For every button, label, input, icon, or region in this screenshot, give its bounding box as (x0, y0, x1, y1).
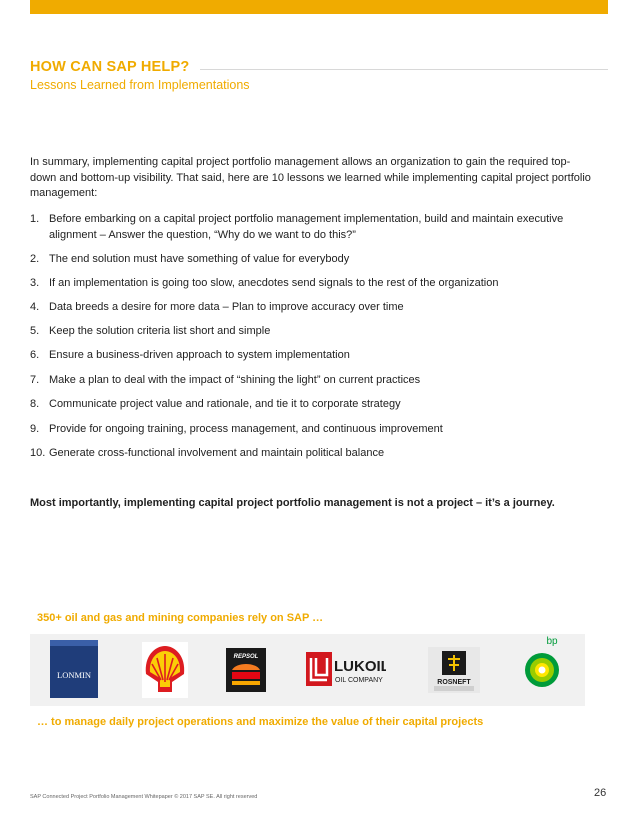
page-number: 26 (594, 787, 607, 799)
list-item (30, 397, 595, 413)
lukoil-logo (306, 652, 386, 686)
top-accent-bar (30, 0, 608, 14)
page-subtitle: Lessons Learned from Implementations (30, 78, 250, 92)
list-item-text: If an implementation is going too slow, anecdotes send signals to the rest of the organization (49, 277, 499, 289)
list-item-number: 5. (30, 325, 40, 337)
lonmin-logo (50, 640, 98, 698)
list-item-number: 10. (30, 447, 46, 459)
list-item-number: 1. (30, 213, 40, 225)
rosneft-wordmark: ROSNEFT (437, 679, 471, 686)
list-item (30, 373, 595, 389)
title-divider (200, 69, 608, 70)
list-item-number: 6. (30, 349, 40, 361)
list-item-text: Generate cross-functional involvement and maintain political balance (49, 447, 385, 459)
list-item-text: Before embarking on a capital project portfolio management implementation, build and maintain executive alignment – Answer the question, “Why do we want to do this?” (49, 213, 564, 241)
list-item (30, 324, 595, 340)
list-item (30, 300, 595, 316)
lonmin-wordmark: LONMIN (57, 670, 91, 680)
conclusion-statement: Most importantly, implementing capital project portfolio management is not a project – it’s a journey. (30, 497, 555, 509)
bp-logo (522, 632, 566, 692)
list-item-text: Data breeds a desire for more data – Plan to improve accuracy over time (49, 301, 404, 313)
page-title: HOW CAN SAP HELP? (30, 59, 190, 75)
list-item-number: 8. (30, 398, 40, 410)
list-item-text: The end solution must have something of value for everybody (49, 253, 350, 265)
repsol-wordmark: REPSOL (233, 654, 259, 660)
rosneft-logo (428, 647, 480, 693)
customers-outro: … to manage daily project operations and maximize the value of their capital projects (37, 716, 484, 728)
list-item-number: 4. (30, 301, 40, 313)
shell-logo (142, 642, 188, 698)
list-item (30, 276, 595, 292)
bp-wordmark: bp (546, 636, 558, 647)
list-item (30, 446, 595, 462)
footer-copyright: SAP Connected Project Portfolio Management Whitepaper © 2017 SAP SE. All right reserved (30, 794, 258, 800)
customers-intro: 350+ oil and gas and mining companies rely on SAP … (37, 612, 324, 624)
list-item-text: Provide for ongoing training, process management, and continuous improvement (49, 423, 443, 435)
list-item-number: 7. (30, 374, 40, 386)
list-item-number: 3. (30, 277, 40, 289)
repsol-logo (226, 648, 266, 692)
list-item (30, 348, 595, 364)
list-item-text: Ensure a business-driven approach to system implementation (49, 349, 350, 361)
list-item (30, 212, 595, 243)
list-item (30, 252, 595, 268)
list-item-number: 9. (30, 423, 40, 435)
list-item (30, 422, 595, 438)
intro-paragraph: In summary, implementing capital project portfolio management allows an organization to gain the required top-down and bottom-up visibility. That said, here are 10 lessons we learned while implementing capital project portfolio management: (30, 156, 591, 200)
list-item-number: 2. (30, 253, 40, 265)
lukoil-wordmark: LUKOIL (334, 658, 386, 675)
lukoil-subtitle: OIL COMPANY (335, 677, 383, 684)
list-item-text: Communicate project value and rationale, and tie it to corporate strategy (49, 398, 401, 410)
list-item-text: Make a plan to deal with the impact of “shining the light” on current practices (49, 374, 421, 386)
list-item-text: Keep the solution criteria list short and simple (49, 325, 271, 337)
